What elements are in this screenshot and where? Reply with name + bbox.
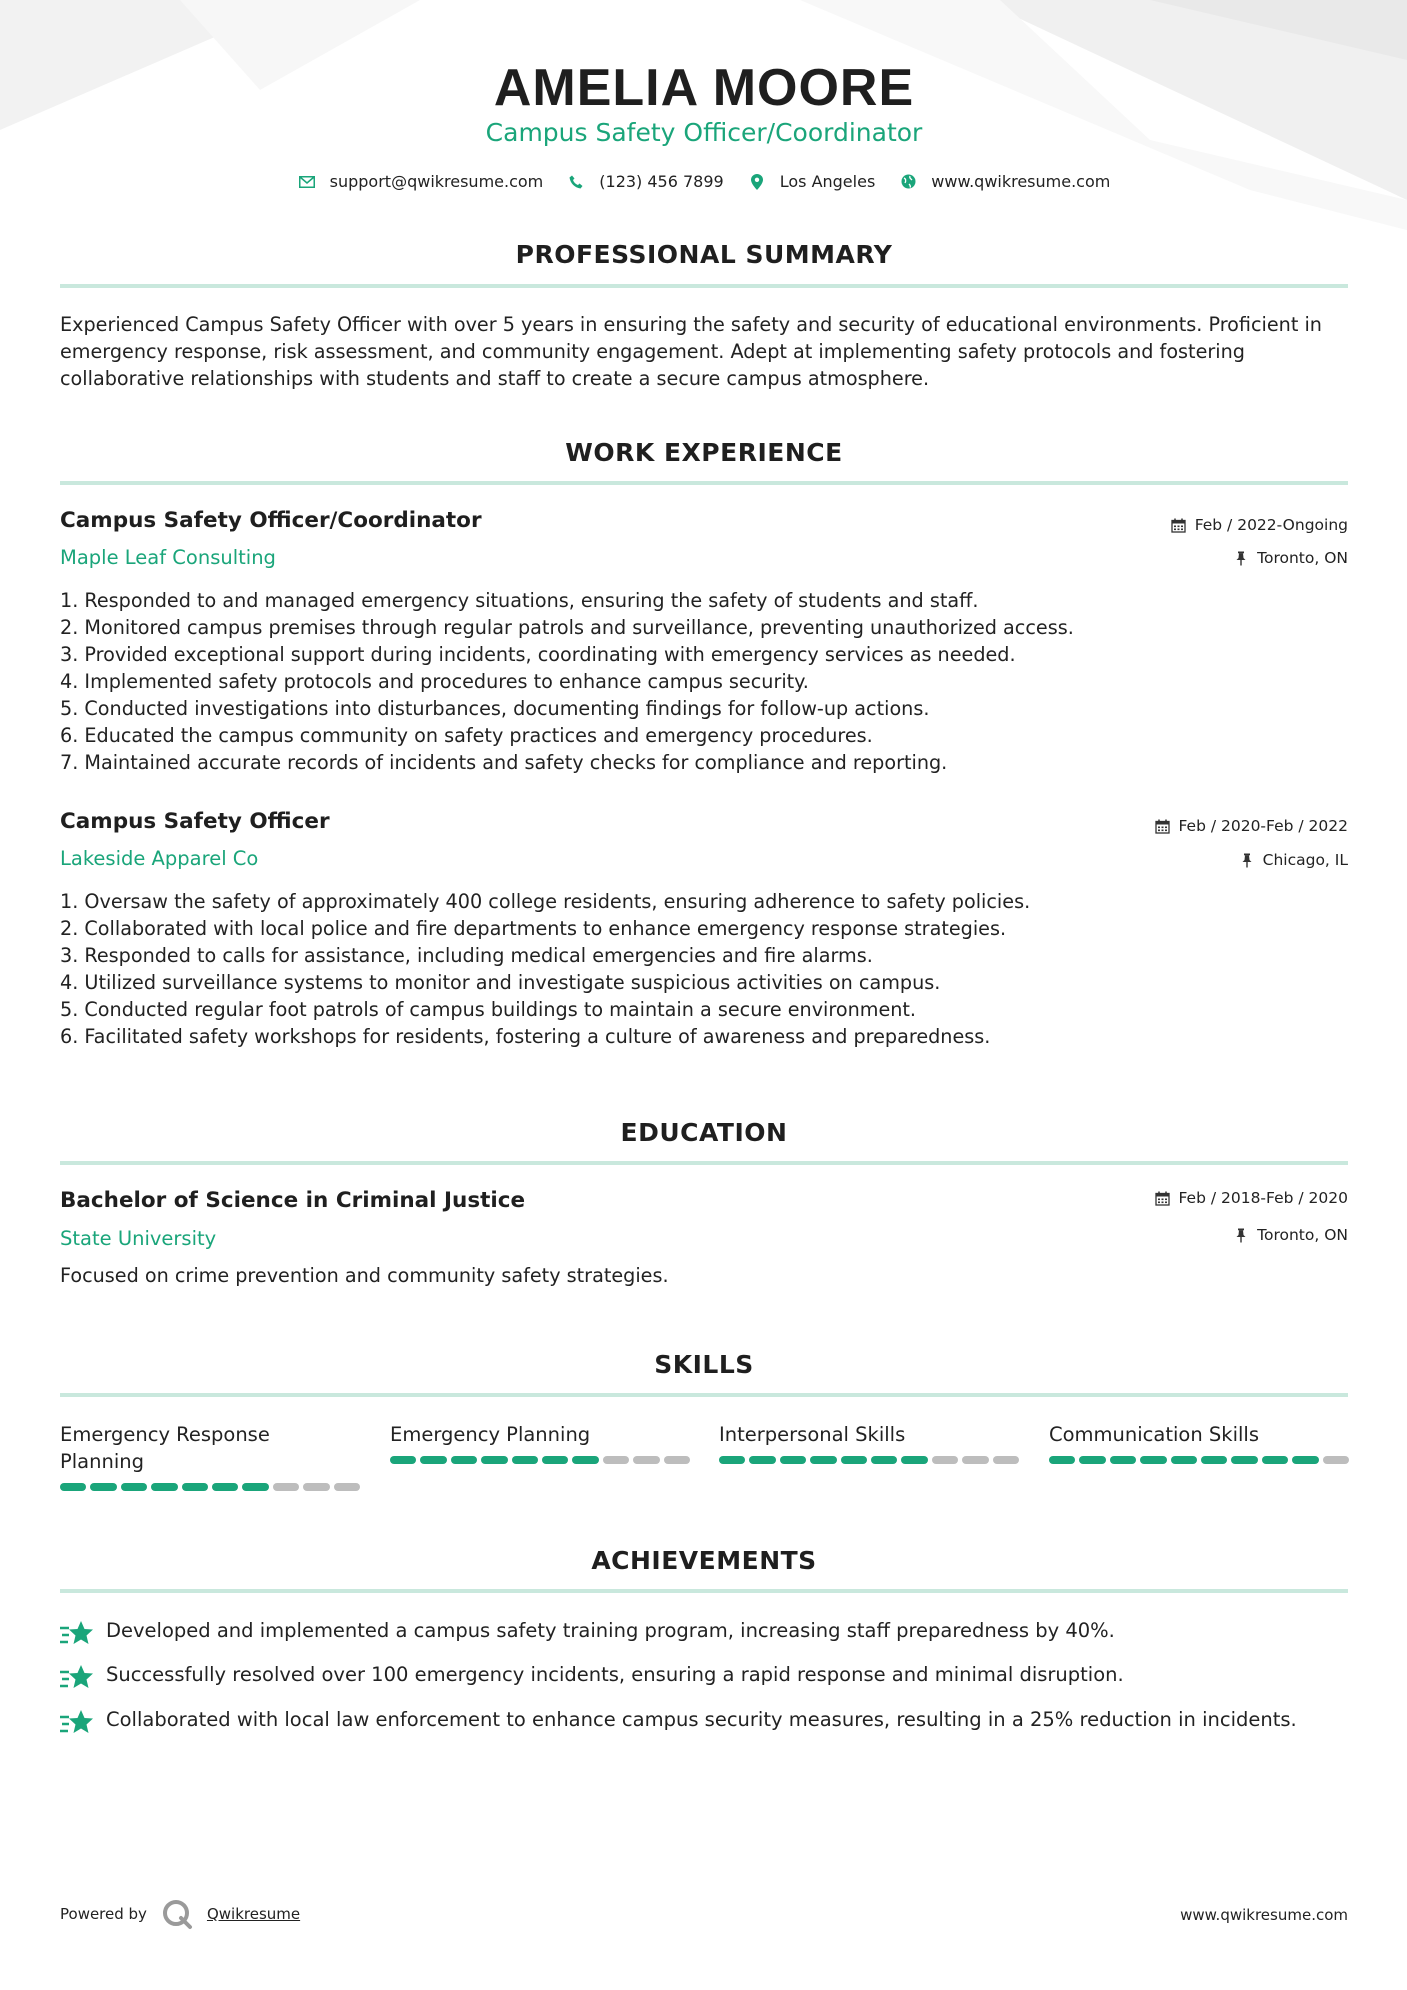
skill-dot-empty	[932, 1456, 958, 1464]
job-bullet: 4. Utilized surveillance systems to monitor and investigate suspicious activities on campus.	[60, 971, 941, 994]
pushpin-icon	[1233, 1227, 1249, 1243]
footer-website-link[interactable]: www.qwikresume.com	[1180, 1906, 1348, 1924]
calendar-icon	[1154, 818, 1170, 834]
education-heading: EDUCATION	[620, 1118, 788, 1147]
pushpin-icon	[1239, 852, 1255, 868]
skill-dot-filled	[810, 1456, 836, 1464]
skill-dot-filled	[1171, 1456, 1197, 1464]
achievement-text: Successfully resolved over 100 emergency incidents, ensuring a rapid response and minimal disruption.	[106, 1663, 1124, 1686]
job-location	[1233, 549, 1348, 567]
skill-dot-filled	[1110, 1456, 1136, 1464]
education-location	[1233, 1226, 1348, 1244]
achievement-text: Developed and implemented a campus safety training program, increasing staff preparedness by 40%.	[106, 1619, 1115, 1642]
skill-name: Emergency Planning	[390, 1423, 591, 1446]
job-bullet: 2. Collaborated with local police and fire departments to enhance emergency response strategies.	[60, 917, 1007, 940]
job-dates	[1154, 817, 1348, 835]
skill-dot-filled	[90, 1483, 116, 1491]
email-text: support@qwikresume.com	[329, 172, 544, 191]
star-icon	[60, 1619, 94, 1649]
achievement-item	[60, 1617, 1348, 1649]
education-location-text: Toronto, ON	[1257, 1226, 1348, 1244]
skill-dot-filled	[151, 1483, 177, 1491]
candidate-name: AMELIA MOORE	[493, 59, 915, 117]
job-dates	[1171, 516, 1348, 534]
skill-dot-empty	[603, 1456, 629, 1464]
job-bullet: 6. Facilitated safety workshops for residents, fostering a culture of awareness and preparedness.	[60, 1025, 991, 1048]
education-description: Focused on crime prevention and community safety strategies.	[60, 1264, 669, 1287]
job-bullet: 1. Oversaw the safety of approximately 400 college residents, ensuring adherence to safety policies.	[60, 890, 1031, 913]
skill-dot-filled	[572, 1456, 598, 1464]
qwikresume-link[interactable]: Qwikresume	[206, 1905, 301, 1923]
skill-dot-filled	[749, 1456, 775, 1464]
star-icon	[60, 1663, 94, 1693]
summary-heading: PROFESSIONAL SUMMARY	[515, 240, 893, 269]
contact-location	[748, 172, 876, 191]
skill-level-meter	[1049, 1456, 1349, 1464]
skill-dot-filled	[512, 1456, 538, 1464]
skill-item	[1049, 1421, 1349, 1464]
powered-by-label: Powered by	[60, 1905, 147, 1923]
skill-dot-filled	[390, 1456, 416, 1464]
summary-divider	[60, 284, 1348, 288]
skill-dot-filled	[1201, 1456, 1227, 1464]
skill-dot-filled	[1140, 1456, 1166, 1464]
location-text: Los Angeles	[779, 172, 876, 191]
job-bullet: 7. Maintained accurate records of incidents and safety checks for compliance and reporting.	[60, 751, 948, 774]
globe-icon	[899, 173, 917, 191]
job-bullets	[60, 587, 1348, 776]
experience-divider	[60, 481, 1348, 485]
job-bullet: 4. Implemented safety protocols and procedures to enhance campus security.	[60, 670, 809, 693]
skill-dot-filled	[1262, 1456, 1288, 1464]
job-location	[1239, 851, 1348, 869]
calendar-icon	[1171, 517, 1187, 533]
school-name: State University	[60, 1227, 217, 1250]
skill-name: Communication Skills	[1049, 1423, 1259, 1446]
job-bullet: 6. Educated the campus community on safety practices and emergency procedures.	[60, 724, 873, 747]
job-title: Campus Safety Officer/Coordinator	[60, 508, 482, 533]
summary-text: Experienced Campus Safety Officer with over 5 years in ensuring the safety and security of educational environments. Proficient in emergency response, risk assessment, and community engagement. Adept at implementing safety protocols and fostering collaborative relationships with students and staff to create a secure campus atmosphere.	[60, 313, 1322, 390]
achievements-divider	[60, 1589, 1348, 1593]
skill-dot-filled	[121, 1483, 147, 1491]
skills-divider	[60, 1393, 1348, 1397]
skill-dot-filled	[242, 1483, 268, 1491]
job-bullet: 5. Conducted investigations into disturbances, documenting findings for follow-up actions.	[60, 697, 930, 720]
envelope-icon	[298, 173, 316, 191]
map-pin-icon	[748, 173, 766, 191]
qwikresume-logo-icon	[161, 1898, 193, 1930]
job-bullet: 2. Monitored campus premises through regular patrols and surveillance, preventing unauthorized access.	[60, 616, 1074, 639]
education-dates-text: Feb / 2018-Feb / 2020	[1178, 1189, 1348, 1207]
candidate-title: Campus Safety Officer/Coordinator	[485, 118, 923, 147]
skill-level-meter	[60, 1483, 360, 1491]
skill-item	[390, 1421, 690, 1464]
skill-dot-filled	[542, 1456, 568, 1464]
skill-dot-filled	[212, 1483, 238, 1491]
phone-text: (123) 456 7899	[599, 172, 724, 191]
skills-heading: SKILLS	[654, 1350, 754, 1379]
achievement-text: Collaborated with local law enforcement to enhance campus security measures, resulting in a 25% reduction in incidents.	[106, 1708, 1297, 1731]
education-dates	[1154, 1189, 1348, 1207]
skill-level-meter	[719, 1456, 1019, 1464]
achievement-item	[60, 1661, 1348, 1693]
skill-item	[60, 1421, 360, 1491]
contact-bar	[60, 172, 1348, 191]
education-divider	[60, 1161, 1348, 1165]
achievement-item	[60, 1706, 1348, 1738]
skill-name: Interpersonal Skills	[719, 1423, 906, 1446]
skill-dot-filled	[1079, 1456, 1105, 1464]
skill-dot-empty	[273, 1483, 299, 1491]
star-icon	[60, 1708, 94, 1738]
job-company: Maple Leaf Consulting	[60, 546, 276, 569]
pushpin-icon	[1233, 550, 1249, 566]
skill-dot-empty	[303, 1483, 329, 1491]
skill-level-meter	[390, 1456, 690, 1464]
job-bullet: 5. Conducted regular foot patrols of campus buildings to maintain a secure environment.	[60, 998, 917, 1021]
skill-dot-filled	[1231, 1456, 1257, 1464]
phone-icon	[567, 173, 585, 191]
job-bullet: 1. Responded to and managed emergency situations, ensuring the safety of students and staff.	[60, 589, 979, 612]
skill-dot-filled	[780, 1456, 806, 1464]
skill-name: Emergency Response Planning	[60, 1423, 270, 1473]
achievements-heading: ACHIEVEMENTS	[591, 1546, 817, 1575]
job-dates-text: Feb / 2020-Feb / 2022	[1178, 817, 1348, 835]
job-bullet: 3. Responded to calls for assistance, including medical emergencies and fire alarms.	[60, 944, 873, 967]
skill-dot-empty	[633, 1456, 659, 1464]
skill-dot-filled	[719, 1456, 745, 1464]
skill-dot-filled	[182, 1483, 208, 1491]
skill-dot-filled	[60, 1483, 86, 1491]
job-bullet: 3. Provided exceptional support during incidents, coordinating with emergency services as needed.	[60, 643, 1016, 666]
skill-dot-filled	[871, 1456, 897, 1464]
contact-website[interactable]	[899, 172, 1110, 191]
skill-dot-filled	[901, 1456, 927, 1464]
job-location-text: Toronto, ON	[1257, 549, 1348, 567]
skill-dot-filled	[420, 1456, 446, 1464]
job-title: Campus Safety Officer	[60, 809, 330, 834]
skill-dot-empty	[1323, 1456, 1349, 1464]
skill-item	[719, 1421, 1019, 1464]
skill-dot-empty	[993, 1456, 1019, 1464]
experience-heading: WORK EXPERIENCE	[565, 438, 843, 467]
job-dates-text: Feb / 2022-Ongoing	[1194, 516, 1348, 534]
website-text: www.qwikresume.com	[931, 172, 1111, 191]
skill-dot-filled	[1292, 1456, 1318, 1464]
skill-dot-filled	[841, 1456, 867, 1464]
skill-dot-empty	[664, 1456, 690, 1464]
contact-email[interactable]	[298, 172, 544, 191]
skill-dot-filled	[451, 1456, 477, 1464]
skill-dot-filled	[481, 1456, 507, 1464]
degree-title: Bachelor of Science in Criminal Justice	[60, 1188, 526, 1213]
contact-phone[interactable]	[567, 172, 723, 191]
job-location-text: Chicago, IL	[1262, 851, 1348, 869]
job-company: Lakeside Apparel Co	[60, 847, 259, 870]
skill-dot-empty	[334, 1483, 360, 1491]
skill-dot-empty	[962, 1456, 988, 1464]
calendar-icon	[1154, 1190, 1170, 1206]
job-bullets	[60, 888, 1348, 1050]
skill-dot-filled	[1049, 1456, 1075, 1464]
footer-powered-by	[60, 1898, 300, 1930]
